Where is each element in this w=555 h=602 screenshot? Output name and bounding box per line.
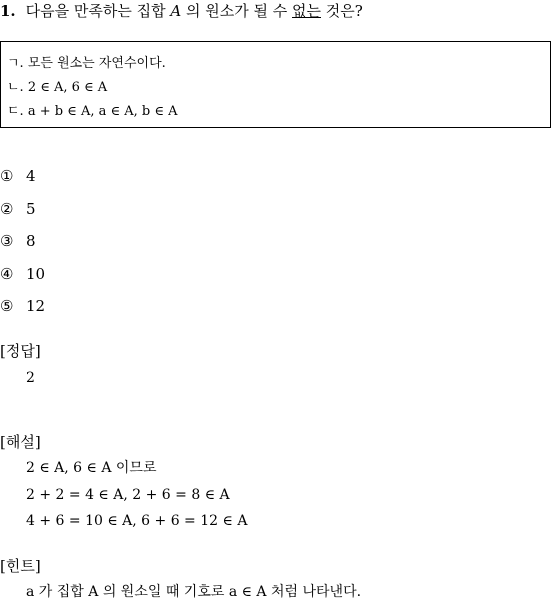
choice-1[interactable] [0, 166, 36, 186]
choice-3-value: 8 [26, 232, 36, 250]
choice-1-mark: ① [0, 167, 14, 185]
choice-5[interactable] [0, 296, 45, 316]
hint-label: [힌트] [0, 557, 41, 575]
conditions-box [0, 41, 551, 128]
question-text-after: 것은? [321, 2, 363, 20]
condition-c: ㄷ. a + b ∈ A, a ∈ A, b ∈ A [7, 104, 178, 119]
explanation-line-1: 2 ∈ A, 6 ∈ A 이므로 [26, 460, 157, 476]
choice-2[interactable] [0, 199, 36, 219]
question-underlined-word: 없는 [292, 2, 321, 20]
condition-a: ㄱ. 모든 원소는 자연수이다. [7, 56, 166, 71]
choice-3-mark: ③ [0, 232, 14, 250]
choice-3[interactable] [0, 231, 36, 251]
question-set-name: A [170, 2, 182, 20]
question-stem [0, 0, 363, 22]
question-text-middle: 의 원소가 될 수 [181, 2, 293, 20]
question-text-before: 다음을 만족하는 집합 [25, 2, 171, 20]
choice-4-value: 10 [26, 265, 46, 283]
choice-4-mark: ④ [0, 265, 14, 283]
choice-4[interactable] [0, 264, 45, 284]
choice-2-value: 5 [26, 200, 36, 218]
condition-b: ㄴ. 2 ∈ A, 6 ∈ A [7, 80, 108, 95]
explanation-label: [해설] [0, 433, 41, 451]
explanation-line-2: 2 + 2 = 4 ∈ A, 2 + 6 = 8 ∈ A [26, 487, 230, 503]
choice-2-mark: ② [0, 200, 14, 218]
choice-1-value: 4 [26, 167, 36, 185]
choice-5-value: 12 [26, 297, 46, 315]
question-number: 1. [0, 2, 16, 20]
choice-5-mark: ⑤ [0, 297, 14, 315]
answer-label: [정답] [0, 342, 41, 360]
explanation-line-3: 4 + 6 = 10 ∈ A, 6 + 6 = 12 ∈ A [26, 513, 248, 529]
hint-text: a 가 집합 A 의 원소일 때 기호로 a ∈ A 처럼 나타낸다. [26, 584, 362, 600]
answer-value: 2 [26, 370, 35, 386]
